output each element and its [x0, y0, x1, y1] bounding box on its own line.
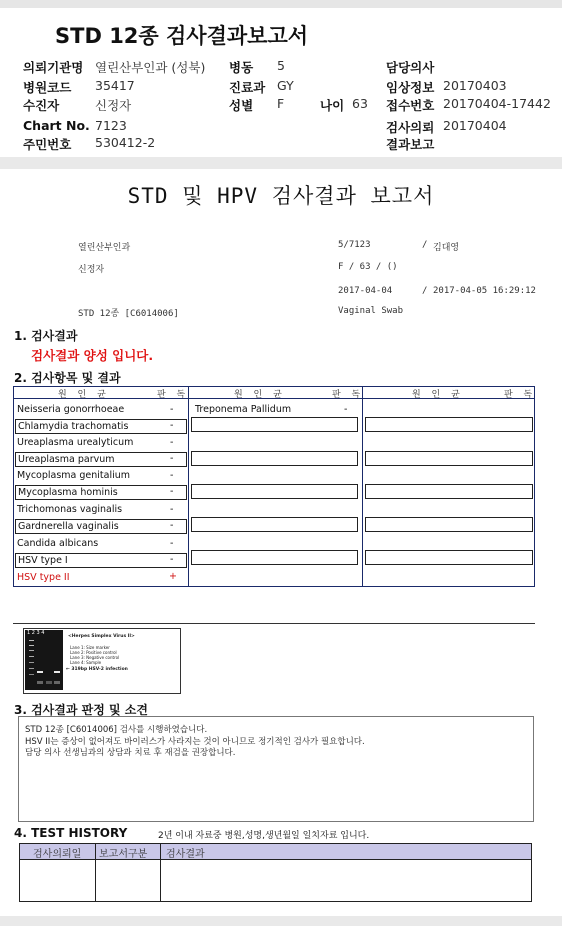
report-doctor: 김대영: [433, 243, 460, 253]
gel-title: <Herpes Simplex Virus II>: [68, 634, 135, 639]
history-table: [19, 843, 532, 902]
organism-name: Mycoplasma hominis: [15, 485, 187, 500]
report-date-slash: /: [422, 286, 428, 296]
col-organism-2: 원 인 균: [234, 390, 286, 400]
gel-electrophoresis-image: [25, 630, 63, 690]
organism-result: -: [170, 404, 174, 415]
organism-result: -: [170, 453, 174, 464]
gel-legend: Lane 2: Positive control: [70, 650, 117, 655]
age-label: 나이: [320, 98, 345, 113]
section4-heading: 4. TEST HISTORY: [14, 826, 128, 840]
col-organism-1: 원 인 균: [58, 390, 110, 400]
organism-result: -: [344, 404, 348, 415]
history-note: 2년 이내 자료중 병원,성명,생년월일 일치자료 입니다.: [158, 831, 370, 841]
organism-name: Mycoplasma genitalium: [17, 470, 131, 481]
report-chart: 5/7123: [338, 240, 371, 250]
empty-cell: [191, 417, 358, 432]
patient-label: 수진자: [23, 98, 60, 113]
empty-cell: [365, 484, 533, 499]
bottom-bar: [0, 916, 562, 926]
hospital-code-label: 병원코드: [23, 80, 72, 95]
ward-label: 병동: [229, 60, 254, 75]
empty-cell: [365, 451, 533, 466]
organism-name: Gardnerella vaginalis: [15, 519, 187, 534]
report-specimen: Vaginal Swab: [338, 306, 404, 316]
empty-cell: [365, 417, 533, 432]
request-value: 20170404: [443, 118, 507, 133]
empty-cell: [365, 517, 533, 532]
report-test-code: STD 12종 [C6014006]: [78, 309, 179, 319]
gel-legend: Lane 3: Negative control: [70, 655, 120, 660]
history-col-header: 검사의뢰일: [33, 849, 82, 860]
section2-heading: 2. 검사항목 및 결과: [14, 371, 121, 385]
comment-box: [18, 716, 534, 822]
empty-cell: [191, 517, 358, 532]
organism-result: +: [169, 571, 177, 582]
history-col-header: 검사결과: [166, 849, 205, 860]
sex-label: 성별: [229, 98, 254, 113]
organism-result: -: [170, 420, 174, 431]
report-slash: /: [422, 240, 428, 250]
organism-name: Ureaplasma parvum: [15, 452, 187, 467]
top-bar: [0, 0, 562, 8]
organism-name: HSV type II: [17, 572, 70, 583]
empty-cell: [191, 550, 358, 565]
report-date-report: 2017-04-05 16:29:12: [433, 286, 536, 296]
organism-result: -: [170, 470, 174, 481]
ward-value: 5: [277, 58, 285, 73]
clinical-label: 임상정보: [386, 80, 435, 95]
comment-line: STD 12종 [C6014006] 검사를 시행하였습니다.: [25, 725, 208, 735]
organism-result: -: [170, 538, 174, 549]
hospital-code-value: 35417: [95, 78, 135, 93]
gel-divider: [13, 623, 535, 624]
receipt-label: 접수번호: [386, 98, 435, 113]
organism-result: -: [170, 520, 174, 531]
section-separator: [0, 157, 562, 169]
rrn-value: 530412-2: [95, 135, 156, 150]
clinical-value: 20170403: [443, 78, 507, 93]
gel-figure: [23, 628, 181, 694]
organism-name: Ureaplasma urealyticum: [17, 437, 134, 448]
organism-name: Candida albicans: [17, 538, 99, 549]
organism-name: Neisseria gonorrhoeae: [17, 404, 125, 415]
request-label: 검사의뢰: [386, 120, 435, 135]
section1-heading: 1. 검사결과: [14, 329, 78, 343]
organism-result: -: [170, 554, 174, 565]
gel-lane-numbers: 1 2 3 4: [27, 630, 45, 636]
gel-band-label: ← 319bp HSV-2 infection: [66, 667, 128, 672]
col-result-1: 판 독: [157, 390, 190, 400]
comment-line: 담당 의사 선생님과의 상담과 치료 후 재검을 권장합니다.: [25, 748, 236, 758]
institution-label: 의뢰기관명: [23, 60, 84, 75]
comment-line: HSV II는 증상이 없어져도 바이러스가 사라지는 것이 아니므로 정기적인 검사가 필요합니다.: [25, 737, 365, 747]
organism-name: HSV type I: [15, 553, 187, 568]
gel-legend: Lane 4: Sample: [70, 660, 102, 665]
chart-value: 7123: [95, 118, 127, 133]
report-title: STD 및 HPV 검사결과 보고서: [127, 184, 435, 208]
age-value: 63: [352, 96, 368, 111]
history-col-header: 보고서구분: [99, 849, 148, 860]
patient-value: 신정자: [95, 98, 132, 113]
organism-name: Treponema Pallidum: [195, 404, 292, 415]
report-sex-age: F / 63 / (): [338, 262, 398, 272]
empty-cell: [365, 550, 533, 565]
chart-label: Chart No.: [23, 118, 90, 133]
empty-cell: [191, 484, 358, 499]
empty-cell: [191, 451, 358, 466]
dept-value: GY: [277, 78, 294, 93]
result-summary: 검사결과 양성 입니다.: [31, 348, 154, 363]
receipt-value: 20170404-17442: [443, 96, 551, 111]
organism-result: -: [170, 437, 174, 448]
institution-value: 열린산부인과 (성북): [95, 60, 206, 75]
report-label: 결과보고: [386, 137, 435, 152]
gel-legend: Lane 1: Size marker: [70, 645, 110, 650]
page-title: STD 12종 검사결과보고서: [55, 24, 309, 48]
results-table: [13, 386, 535, 587]
organism-name: Trichomonas vaginalis: [17, 504, 123, 515]
organism-result: -: [170, 504, 174, 515]
col-result-3: 판 독: [504, 390, 537, 400]
rrn-label: 주민번호: [23, 137, 72, 152]
section3-heading: 3. 검사결과 판정 및 소견: [14, 703, 148, 717]
sex-value: F: [277, 96, 285, 111]
report-clinic: 열린산부인과: [78, 243, 131, 253]
report-date-request: 2017-04-04: [338, 286, 393, 296]
organism-result: -: [170, 486, 174, 497]
col-organism-3: 원 인 균: [412, 390, 464, 400]
report-patient: 신정자: [78, 265, 105, 275]
doctor-label: 담당의사: [386, 60, 435, 75]
organism-name: Chlamydia trachomatis: [15, 419, 187, 434]
col-result-2: 판 독: [332, 390, 365, 400]
dept-label: 진료과: [229, 80, 266, 95]
